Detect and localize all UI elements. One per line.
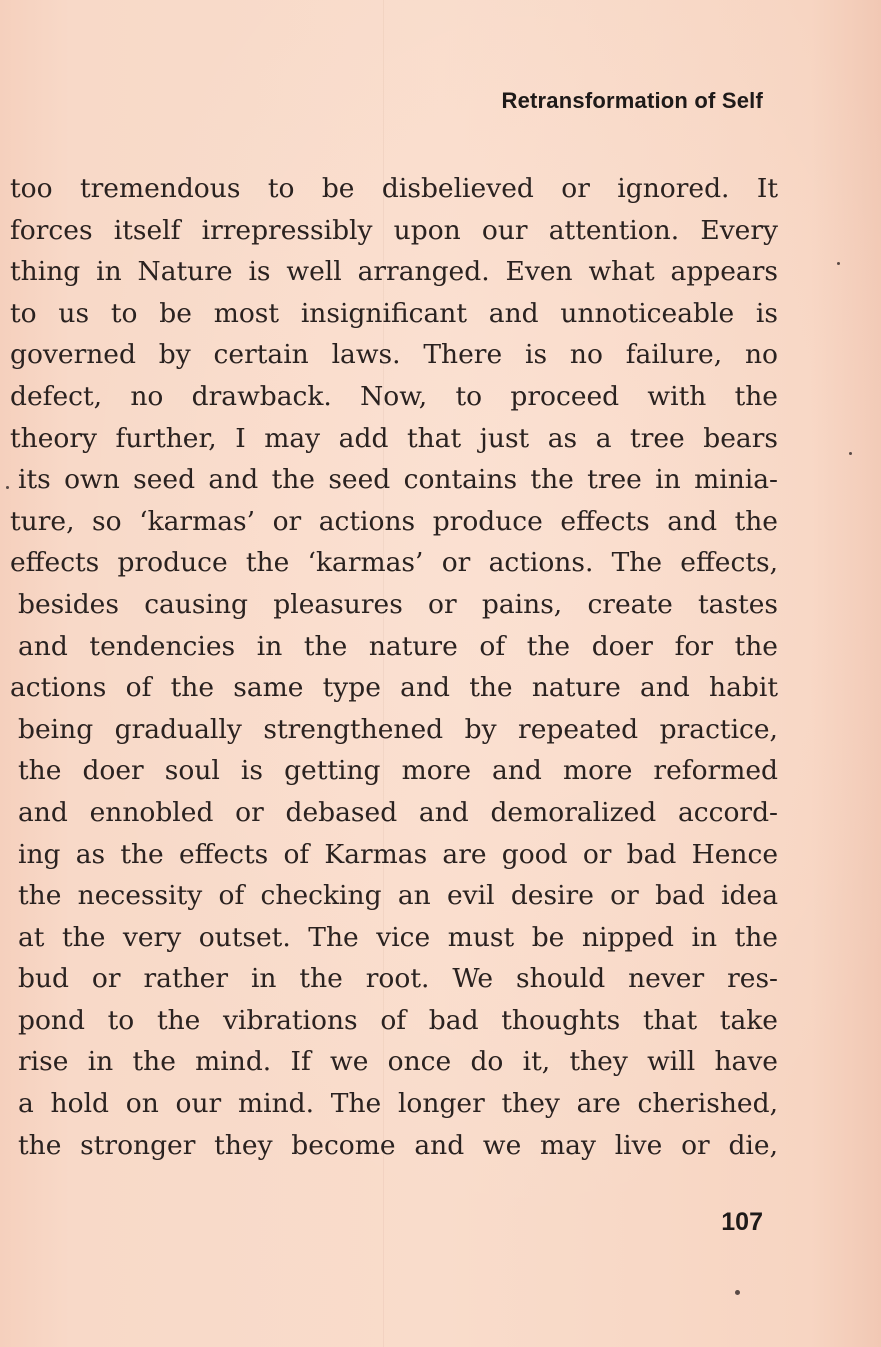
text-line: effects produce the ‘karmas’ or actions. The effects, — [10, 547, 778, 579]
text-line: and ennobled or debased and demoralized accord- — [18, 796, 778, 828]
paper-speck — [849, 452, 852, 455]
text-line: rise in the mind. If we once do it, they will have — [18, 1046, 778, 1078]
text-line: ing as the effects of Karmas are good or bad Hence — [18, 838, 778, 870]
text-line: its own seed and the seed contains the tree in minia- — [18, 464, 778, 496]
text-line: the stronger they become and we may live or die, — [18, 1129, 778, 1161]
paper-speck — [6, 486, 9, 489]
page-number: 107 — [721, 1208, 763, 1236]
text-line: theory further, I may add that just as a tree bears — [10, 422, 778, 454]
text-line: the doer soul is getting more and more reformed — [18, 755, 778, 787]
text-line: and tendencies in the nature of the doer for the — [18, 630, 778, 662]
text-line: governed by certain laws. There is no failure, no — [10, 339, 778, 371]
body-text — [10, 168, 778, 1166]
text-line: defect, no drawback. Now, to proceed with the — [10, 380, 778, 412]
paper-speck — [735, 1290, 740, 1295]
text-line: pond to the vibrations of bad thoughts that take — [18, 1004, 778, 1036]
text-line: besides causing pleasures or pains, create tastes — [18, 588, 778, 620]
text-line: actions of the same type and the nature and habit — [10, 672, 778, 704]
text-line: being gradually strengthened by repeated practice, — [18, 713, 778, 745]
text-line: to us to be most insignificant and unnoticeable is — [10, 297, 778, 329]
text-line: the necessity of checking an evil desire or bad idea — [18, 880, 778, 912]
text-line: bud or rather in the root. We should never res- — [18, 963, 778, 995]
text-line: too tremendous to be disbelieved or ignored. It — [10, 173, 778, 204]
text-line: at the very outset. The vice must be nipped in the — [18, 921, 778, 953]
text-line: thing in Nature is well arranged. Even what appears — [10, 256, 778, 288]
text-line: ture, so ‘karmas’ or actions produce effects and the — [10, 505, 778, 537]
paper-speck — [837, 262, 840, 265]
running-head: Retransformation of Self — [501, 88, 763, 113]
text-line: a hold on our mind. The longer they are cherished, — [18, 1088, 778, 1120]
text-line: forces itself irrepressibly upon our attention. Every — [10, 214, 778, 246]
